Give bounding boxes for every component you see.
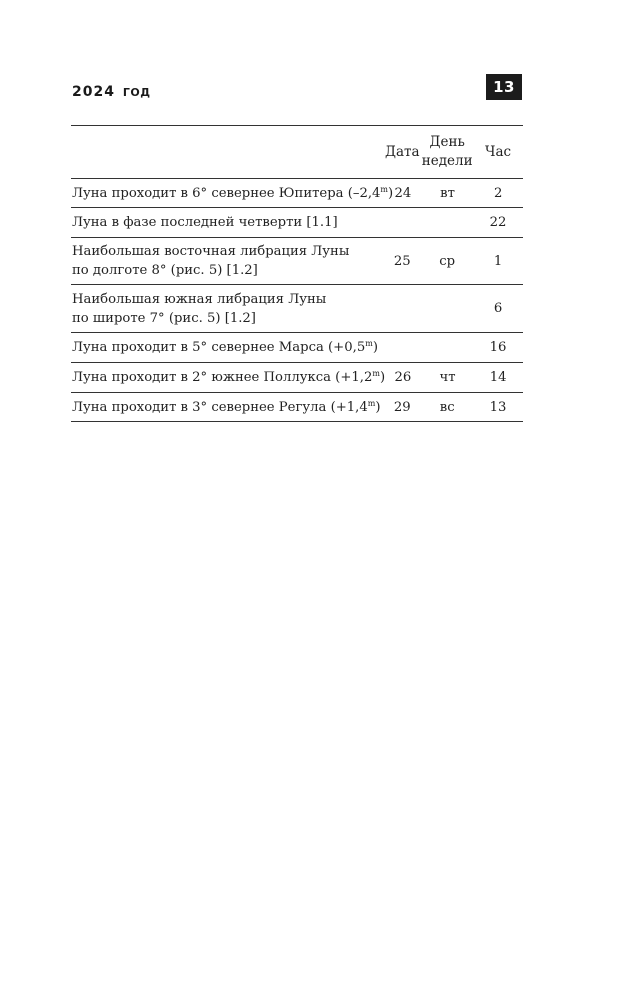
weekday-cell: вс [439,399,455,415]
events-table [71,125,523,422]
running-header [72,84,151,100]
date-cell: 25 [393,253,411,269]
hour-cell: 2 [493,185,503,201]
table-row [71,333,523,363]
event-cell: Луна проходит в 2° южнее Поллукса $(+1,2^m)$ [72,369,386,385]
magnitude-superscript: m [380,184,389,194]
magnitude-superscript: m [367,398,376,408]
hour-cell: 6 [493,301,503,316]
event-cell: Луна в фазе последней четверти [1.1] [72,215,338,230]
header-date: Дата [385,143,420,160]
date-cell: 29 [393,399,411,415]
date-cell: 26 [394,370,412,385]
header-hour: Час [485,143,512,160]
table-header-row [71,126,523,179]
event-line: Наибольшая восточная либрация Луны [72,244,350,259]
event-cell: Луна проходит в 3° севернее Регула $(+1,4^m)$ [72,398,381,415]
event-cell: Луна проходит в 5° севернее Марса $(+0,5^m)$ [72,339,378,355]
hour-cell: 13 [489,399,507,415]
hour-cell: 22 [489,215,507,230]
header-year: 2024 [72,84,115,100]
table-row [71,363,523,393]
hour-cell: 1 [493,253,503,269]
page-number: 13 [486,74,522,100]
hour-cell: 16 [489,340,507,355]
magnitude-superscript: m [365,339,373,348]
event-cell [71,242,383,280]
header-weekday [421,133,473,171]
weekday-cell: ср [439,253,456,269]
date-cell: 24 [394,185,412,201]
event-line: Наибольшая южная либрация Луны [72,291,327,307]
header-weekday-line2: недели [421,153,473,169]
table-row [71,393,523,422]
hour-cell: 14 [489,370,507,385]
weekday-cell: чт [439,370,456,385]
event-cell: Луна проходит в 6° севернее Юпитера (–2,4$^m$) [72,184,394,201]
table-row [71,208,523,238]
table-row [71,238,523,285]
event-cell [71,290,383,328]
header-year-suffix: ГОД [122,86,151,99]
table-row [71,179,523,208]
event-line: по широте 7° (рис. 5) [1.2] [72,310,256,326]
header-weekday-line1: День [429,134,465,150]
magnitude-superscript: m [372,369,380,378]
event-line: по долготе 8° (рис. 5) [1.2] [72,263,258,278]
weekday-cell: вт [440,185,455,201]
table-row [71,285,523,333]
